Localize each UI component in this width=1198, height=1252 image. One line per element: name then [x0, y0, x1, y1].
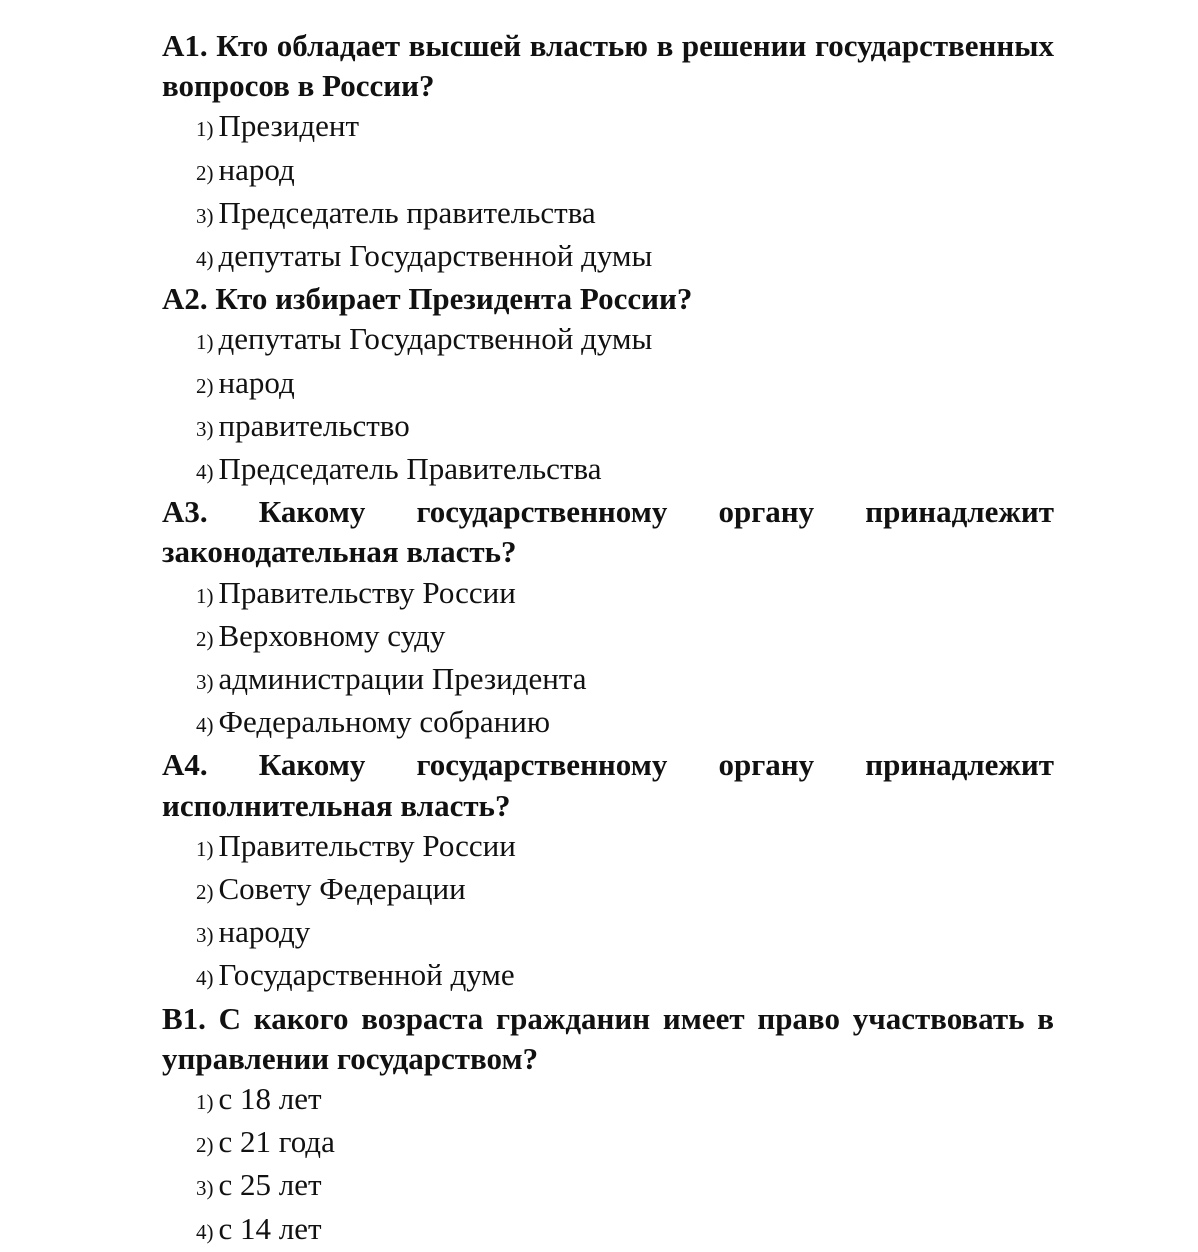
answer-option	[196, 1079, 1054, 1122]
answer-option	[196, 1165, 1054, 1208]
question-title: В1. С какого возраста гражданин имеет право участвовать в управлении государством?	[162, 1000, 1054, 1076]
answer-option	[196, 659, 1054, 702]
option-text: Председатель правительства	[218, 194, 596, 230]
question-a4	[162, 745, 1054, 998]
option-number: 3)	[196, 1176, 214, 1201]
answer-options	[162, 573, 1054, 746]
option-number: 1)	[196, 583, 214, 608]
answer-option	[196, 319, 1054, 362]
question-title: А4. Какому государственному органу принадлежит исполнительная власть?	[162, 747, 1054, 823]
answer-option	[196, 573, 1054, 616]
answer-option	[196, 1122, 1054, 1165]
answer-option	[196, 363, 1054, 406]
option-text: Президент	[218, 108, 360, 144]
answer-option	[196, 616, 1054, 659]
option-text: депутаты Государственной думы	[218, 321, 653, 357]
question-a2	[162, 279, 1054, 492]
option-text: с 14 лет	[218, 1210, 322, 1246]
option-text: Правительству России	[218, 574, 516, 610]
option-text: народ	[218, 364, 295, 400]
question-a3	[162, 492, 1054, 745]
option-number: 4)	[196, 966, 214, 991]
option-text: Правительству России	[218, 827, 516, 863]
option-text: администрации Президента	[218, 661, 587, 697]
answer-option	[196, 955, 1054, 998]
answer-option	[196, 193, 1054, 236]
answer-options	[162, 1079, 1054, 1252]
option-text: Федеральному собранию	[218, 704, 551, 740]
option-text: правительство	[218, 407, 410, 443]
document-page	[162, 26, 1054, 1252]
option-number: 1)	[196, 117, 214, 142]
option-number: 1)	[196, 1090, 214, 1115]
answer-option	[196, 702, 1054, 745]
option-number: 1)	[196, 330, 214, 355]
answer-options	[162, 319, 1054, 492]
question-a1	[162, 26, 1054, 279]
question-b1	[162, 999, 1054, 1252]
option-text: народ	[218, 151, 295, 187]
option-number: 2)	[196, 626, 214, 651]
answer-option	[196, 449, 1054, 492]
option-text: с 25 лет	[218, 1167, 322, 1203]
option-number: 3)	[196, 416, 214, 441]
option-number: 4)	[196, 460, 214, 485]
option-text: народу	[218, 914, 311, 950]
question-title: А2. Кто избирает Президента России?	[162, 281, 693, 317]
option-number: 4)	[196, 713, 214, 738]
option-number: 2)	[196, 160, 214, 185]
answer-option	[196, 406, 1054, 449]
answer-option	[196, 1209, 1054, 1252]
option-number: 2)	[196, 880, 214, 905]
question-title: А1. Кто обладает высшей властью в решении государственных вопросов в России?	[162, 28, 1054, 104]
option-number: 4)	[196, 1219, 214, 1244]
option-number: 3)	[196, 670, 214, 695]
option-text: Председатель Правительства	[218, 451, 602, 487]
answer-options	[162, 106, 1054, 279]
option-text: с 18 лет	[218, 1081, 322, 1117]
option-text: Государственной думе	[218, 957, 515, 993]
answer-option	[196, 150, 1054, 193]
option-number: 2)	[196, 1133, 214, 1158]
option-number: 3)	[196, 203, 214, 228]
option-text: с 21 года	[218, 1124, 335, 1160]
question-title: А3. Какому государственному органу принадлежит законодательная власть?	[162, 494, 1054, 570]
answer-option	[196, 869, 1054, 912]
option-number: 2)	[196, 373, 214, 398]
option-number: 1)	[196, 836, 214, 861]
option-number: 4)	[196, 247, 214, 272]
answer-option	[196, 912, 1054, 955]
option-text: Совету Федерации	[218, 871, 466, 907]
option-text: депутаты Государственной думы	[218, 238, 653, 274]
answer-option	[196, 106, 1054, 149]
answer-option	[196, 236, 1054, 279]
option-text: Верховному суду	[218, 617, 446, 653]
answer-option	[196, 826, 1054, 869]
option-number: 3)	[196, 923, 214, 948]
answer-options	[162, 826, 1054, 999]
